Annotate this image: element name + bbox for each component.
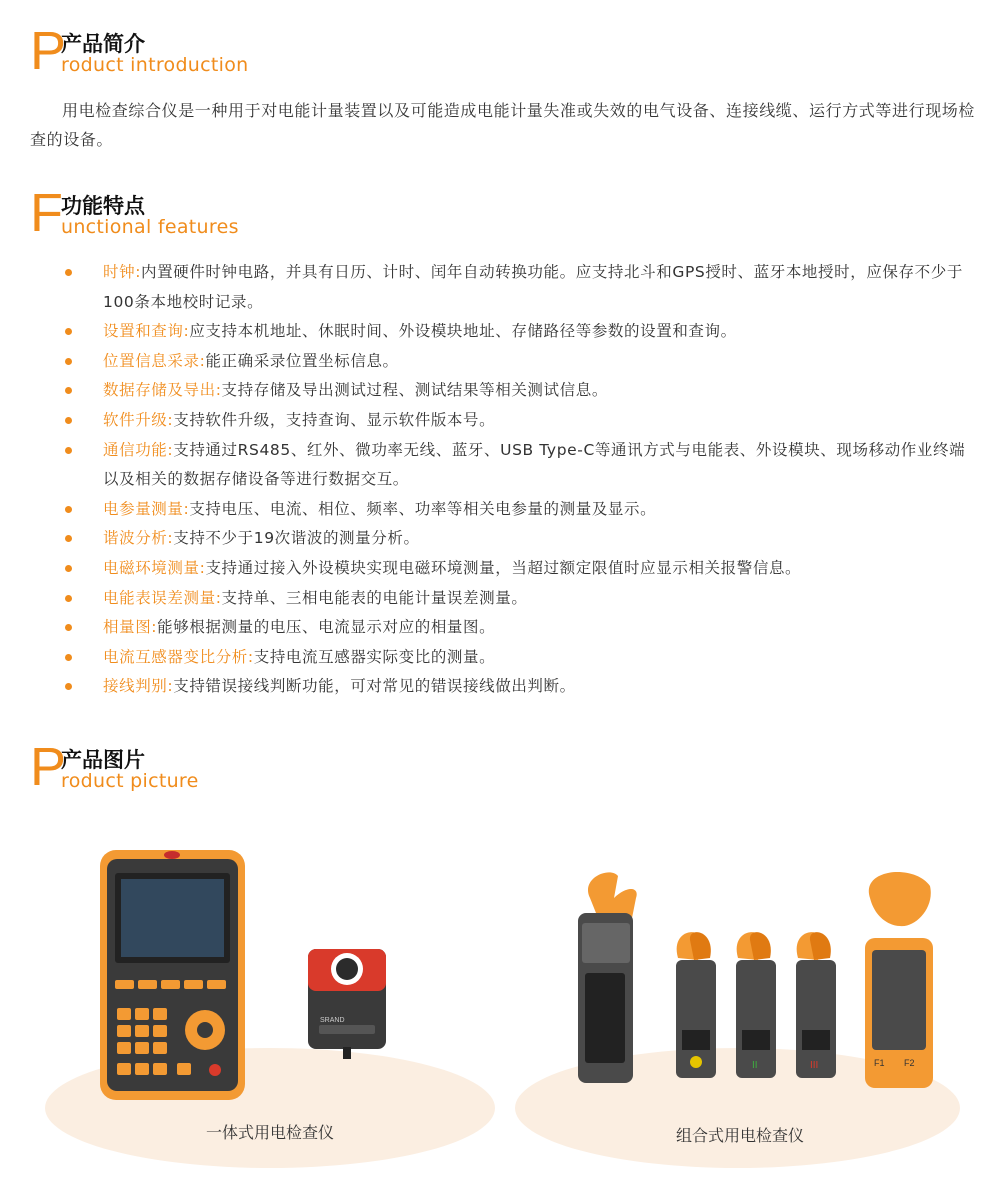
section-title-en: roduct picture — [61, 770, 199, 792]
feature-term: 位置信息采录: — [103, 351, 206, 370]
feature-item — [65, 495, 977, 525]
feature-item — [65, 317, 977, 347]
clamp-phase-label: II — [752, 1060, 758, 1071]
bullet-dot-icon — [65, 506, 72, 513]
feature-term: 电能表误差测量: — [103, 588, 222, 607]
product-picture-area — [0, 820, 1000, 1201]
feature-item — [65, 258, 977, 317]
feature-desc: 支持电压、电流、相位、频率、功率等相关电参量的测量及显示。 — [189, 499, 657, 518]
bullet-dot-icon — [65, 654, 72, 661]
bullet-dot-icon — [65, 447, 72, 454]
section-title-cn: 产品简介 — [61, 32, 145, 56]
current-sensor-module-image — [305, 945, 390, 1060]
feature-item — [65, 436, 977, 495]
feature-desc: 支持通过RS485、红外、微功率无线、蓝牙、USB Type-C等通讯方式与电能表、外设模块、现场移动作业终端以及相关的数据存储设备等进行数据交互。 — [103, 440, 966, 489]
clamp-phase-label: III — [810, 1060, 819, 1071]
combined-checker-device-image — [570, 868, 950, 1093]
feature-list — [65, 258, 977, 702]
bullet-dot-icon — [65, 535, 72, 542]
feature-desc: 支持通过接入外设模块实现电磁环境测量，当超过额定限值时应显示相关报警信息。 — [205, 558, 802, 577]
feature-term: 通信功能: — [103, 440, 174, 459]
caption-integrated: 一体式用电检查仪 — [205, 1123, 334, 1142]
feature-item — [65, 524, 977, 554]
section-title-en: roduct introduction — [61, 54, 249, 76]
feature-term: 电流互感器变比分析: — [103, 647, 254, 666]
feature-term: 数据存储及导出: — [103, 381, 222, 400]
feature-desc: 支持电流互感器实际变比的测量。 — [253, 647, 496, 666]
feature-desc: 支持单、三相电能表的电能计量误差测量。 — [221, 588, 528, 607]
feature-desc: 支持错误接线判断功能，可对常见的错误接线做出判断。 — [173, 677, 576, 696]
feature-term: 谐波分析: — [103, 529, 174, 548]
feature-term: 电参量测量: — [103, 499, 190, 518]
caption-combined: 组合式用电检查仪 — [675, 1126, 804, 1145]
feature-desc: 应支持本机地址、休眠时间、外设模块地址、存储路径等参数的设置和查询。 — [189, 322, 737, 341]
feature-item — [65, 643, 977, 673]
feature-item — [65, 554, 977, 584]
feature-desc: 支持不少于19次谐波的测量分析。 — [173, 529, 420, 548]
bullet-dot-icon — [65, 683, 72, 690]
bullet-dot-icon — [65, 358, 72, 365]
bullet-dot-icon — [65, 565, 72, 572]
feature-desc: 支持软件升级，支持查询、显示软件版本号。 — [173, 410, 496, 429]
bullet-dot-icon — [65, 624, 72, 631]
feature-term: 设置和查询: — [103, 322, 190, 341]
section-initial-letter: P — [30, 21, 67, 81]
feature-item — [65, 347, 977, 377]
bullet-dot-icon — [65, 387, 72, 394]
section-title-en: unctional features — [61, 216, 239, 238]
feature-term: 相量图: — [103, 618, 158, 637]
bullet-dot-icon — [65, 328, 72, 335]
section-title-cn: 产品图片 — [61, 748, 145, 772]
intro-paragraph: 用电检查综合仪是一种用于对电能计量装置以及可能造成电能计量失准或失效的电气设备、连接线缆、运行方式等进行现场检查的设备。 — [30, 101, 976, 149]
clamp-fkey-label: F2 — [904, 1058, 915, 1068]
feature-desc: 内置硬件时钟电路，并具有日历、计时、闰年自动转换功能。应支持北斗和GPS授时、蓝牙本地授时，应保存不少于100条本地校时记录。 — [103, 263, 963, 311]
feature-term: 时钟: — [103, 263, 142, 281]
feature-item — [65, 376, 977, 406]
bullet-dot-icon — [65, 595, 72, 602]
feature-item — [65, 406, 977, 436]
feature-item — [65, 672, 977, 702]
feature-item — [65, 613, 977, 643]
integrated-checker-device-image — [95, 845, 250, 1105]
section-initial-letter: P — [30, 737, 67, 797]
feature-term: 接线判别: — [103, 677, 174, 696]
bullet-dot-icon — [65, 417, 72, 424]
section-initial-letter: F — [30, 183, 63, 243]
feature-desc: 能够根据测量的电压、电流显示对应的相量图。 — [157, 618, 496, 637]
module-brand-label: SRAND — [320, 1017, 345, 1024]
feature-term: 软件升级: — [103, 410, 174, 429]
feature-term: 电磁环境测量: — [103, 558, 206, 577]
bullet-dot-icon — [65, 269, 72, 276]
feature-desc: 能正确采录位置坐标信息。 — [205, 351, 399, 370]
clamp-fkey-label: F1 — [874, 1058, 885, 1068]
feature-item — [65, 584, 977, 614]
feature-desc: 支持存储及导出测试过程、测试结果等相关测试信息。 — [221, 381, 608, 400]
section-title-cn: 功能特点 — [61, 194, 145, 218]
